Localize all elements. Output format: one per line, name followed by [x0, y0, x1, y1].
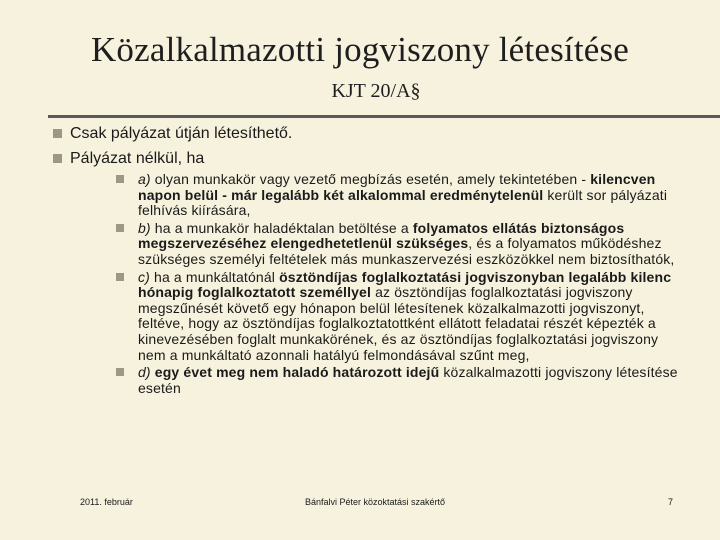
bullet-text: Csak pályázat útján létesíthető.: [70, 125, 293, 142]
square-bullet-icon: [53, 154, 62, 163]
bold-text-run: kilencven napon belül - már legalább két alkalommal eredménytelenül: [138, 171, 656, 203]
sub-bullet-letter: c): [138, 268, 150, 285]
slide-title: Közalkalmazotti jogviszony létesítése: [90, 30, 630, 69]
text-run: közalkalmazotti jogviszony létesítése esetén: [138, 364, 678, 396]
text-run: ha a munkakör haladéktalan betöltése a: [150, 219, 413, 236]
sub-bullet-list: [138, 172, 686, 398]
text-run: olyan munkakör vagy vezető megbízás esetén, amely tekintetében -: [150, 171, 591, 187]
square-bullet-icon: [116, 273, 124, 281]
square-bullet-icon: [116, 175, 124, 183]
sub-bullet-letter: a): [138, 171, 151, 187]
sub-bullet-letter: d): [138, 364, 151, 381]
text-run: került sor pályázati felhívás kiírására,: [138, 186, 668, 219]
title-divider: [48, 115, 720, 118]
square-bullet-icon: [53, 129, 62, 138]
sub-bullet-item: [138, 365, 686, 396]
bold-text-run: egy évet meg nem haladó határozott idejű: [154, 364, 440, 381]
text-run: az ösztöndíjas foglalkoztatási jogviszony megszűnését követő egy hónapon belül létesítenek közalkalmazotti jogviszonyt, feltéve, hogy az ösztöndíjas foglalkoztatottként ellátott feladatai részét képezték a kinevezésében foglalt munkakörének, és az ösztöndíjas foglalkoztatási jogviszony nem a munkáltató azonnali hatályú felmondásával szűnt meg,: [138, 284, 659, 363]
bold-text-run: ösztöndíjas foglalkoztatási jogviszonyban legalább kilenc hónapig foglalkoztatott személlyel: [138, 268, 672, 301]
footer-author: Bánfalvi Péter közoktatási szakértő: [305, 497, 446, 507]
square-bullet-icon: [116, 224, 124, 232]
bold-text-run: folyamatos ellátás biztonságos megszervezéséhez elengedhetetlenül szükséges: [138, 219, 625, 252]
bullet-text: Pályázat nélkül, ha: [70, 150, 205, 167]
text-run: ha a munkáltatónál: [149, 268, 280, 285]
sub-bullet-letter: b): [138, 219, 151, 236]
sub-bullet-item: [138, 270, 686, 364]
footer-date: 2011. február: [80, 497, 133, 507]
square-bullet-icon: [116, 368, 124, 376]
sub-bullet-item: [138, 221, 686, 268]
sub-bullet-item: [138, 172, 686, 219]
page-number: 7: [668, 497, 674, 507]
slide-subtitle: KJT 20/A§: [331, 80, 421, 102]
text-run: , és a folyamatos működéshez szükséges személyi feltételek más munkaszervezési eszközökkel nem biztosíthatók,: [138, 235, 675, 267]
